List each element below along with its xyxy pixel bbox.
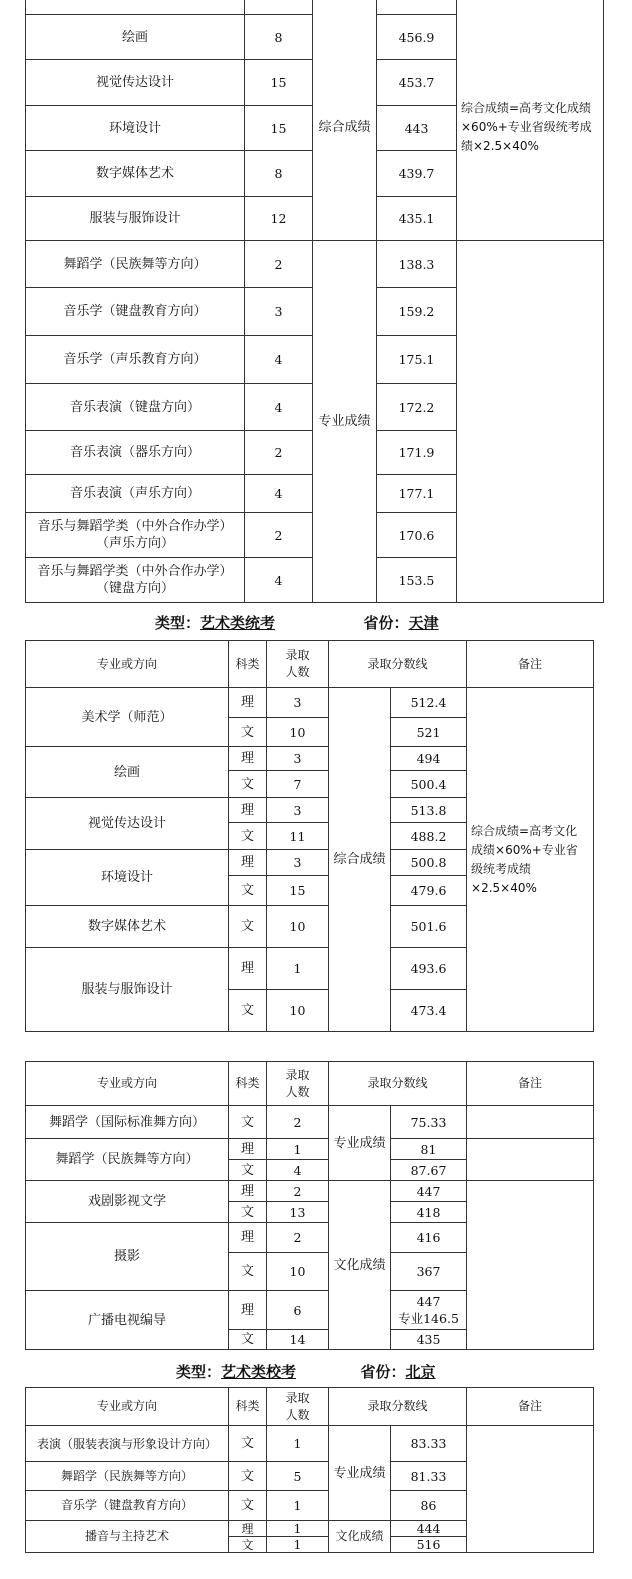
- major-cell: 绘画: [26, 15, 245, 60]
- subject-cell: 文: [229, 876, 267, 906]
- subject-cell: 文: [229, 1330, 267, 1350]
- count-cell: 8: [245, 15, 313, 60]
- province-label: 省份：: [360, 1363, 406, 1381]
- score-type-cell: 专业成绩: [329, 1426, 391, 1521]
- count-cell: 13: [267, 1202, 329, 1223]
- header-score: 录取分数线: [329, 1388, 467, 1426]
- subject-cell: 文: [229, 771, 267, 798]
- score-cell: 435: [391, 1330, 467, 1350]
- score-cell: 447: [391, 1181, 467, 1202]
- score-cell: 513.8: [391, 798, 467, 823]
- score-cell: 81.33: [391, 1462, 467, 1491]
- subject-cell: 文: [229, 1491, 267, 1521]
- subject-cell: 理: [229, 798, 267, 823]
- count-cell: 6: [267, 1291, 329, 1330]
- score-cell: 479.6: [391, 876, 467, 906]
- subject-cell: 理: [229, 1181, 267, 1202]
- header-count: 录取人数: [267, 1062, 329, 1106]
- score-cell: 443: [377, 106, 457, 151]
- score-type-cell: 综合成绩: [313, 15, 377, 241]
- score-cell: 439.7: [377, 151, 457, 197]
- major-cell: 戏剧影视文学: [26, 1181, 229, 1223]
- caption-beijing: [176, 1361, 436, 1382]
- major-cell: 摄影: [26, 1223, 229, 1291]
- count-cell: 15: [267, 876, 329, 906]
- header-major: 专业或方向: [26, 1388, 229, 1426]
- table-beijing: [25, 1387, 594, 1553]
- count-cell: 4: [245, 475, 313, 513]
- subject-cell: 文: [229, 1202, 267, 1223]
- score-cell: 521: [391, 718, 467, 747]
- score-cell: 177.1: [377, 475, 457, 513]
- score-type-cell: 文化成绩: [329, 1521, 391, 1553]
- score-cell: 453.7: [377, 60, 457, 106]
- count-cell: 5: [267, 1462, 329, 1491]
- header-subject: 科类: [229, 641, 267, 688]
- score-cell: 488.2: [391, 823, 467, 850]
- count-cell: 10: [267, 718, 329, 747]
- count-cell: 10: [267, 1253, 329, 1291]
- major-cell: 表演（服装表演与形象设计方向）: [26, 1426, 229, 1462]
- major-cell: 数字媒体艺术: [26, 151, 245, 197]
- count-cell: 2: [267, 1181, 329, 1202]
- subject-cell: 文: [229, 1462, 267, 1491]
- major-cell: 视觉传达设计: [26, 60, 245, 106]
- count-cell: 3: [267, 798, 329, 823]
- score-cell: 500.4: [391, 771, 467, 798]
- note-cell: 综合成绩=高考文化成绩×60%+专业省级统考成绩×2.5×40%: [467, 688, 594, 1032]
- count-cell: 3: [267, 747, 329, 771]
- subject-cell: 理: [229, 1223, 267, 1253]
- subject-cell: 文: [229, 1106, 267, 1139]
- major-cell: 播音与主持艺术: [26, 1521, 229, 1553]
- score-cell: 444: [391, 1521, 467, 1537]
- type-value: 艺术类校考: [221, 1363, 297, 1381]
- subject-cell: 理: [229, 1139, 267, 1160]
- subject-cell: 理: [229, 1291, 267, 1330]
- score-cell: 83.33: [391, 1426, 467, 1462]
- province-value: 北京: [405, 1363, 436, 1381]
- count-cell: 8: [245, 151, 313, 197]
- count-cell: 1: [267, 948, 329, 990]
- score-cell: 170.6: [377, 513, 457, 558]
- header-count: 录取人数: [267, 641, 329, 688]
- subject-cell: 文: [229, 1160, 267, 1181]
- count-cell: 1: [267, 1139, 329, 1160]
- score-cell: 516: [391, 1537, 467, 1553]
- major-cell: 舞蹈学（民族舞等方向）: [26, 1139, 229, 1181]
- score-cell: 153.5: [377, 558, 457, 603]
- count-cell: 1: [267, 1537, 329, 1553]
- subject-cell: 理: [229, 747, 267, 771]
- score-cell: 501.6: [391, 906, 467, 948]
- count-cell: 2: [267, 1106, 329, 1139]
- major-cell: 舞蹈学（民族舞等方向）: [26, 241, 245, 288]
- major-cell: 舞蹈学（民族舞等方向）: [26, 1462, 229, 1491]
- count-cell: 14: [267, 1330, 329, 1350]
- subject-cell: 文: [229, 823, 267, 850]
- subject-cell: 理: [229, 688, 267, 718]
- score-cell: 87.67: [391, 1160, 467, 1181]
- score-cell: 75.33: [391, 1106, 467, 1139]
- score-cell: 86: [391, 1491, 467, 1521]
- header-major: 专业或方向: [26, 641, 229, 688]
- major-cell: 美术学（师范）: [26, 688, 229, 747]
- province-label: 省份：: [363, 614, 409, 632]
- header-note: 备注: [467, 1062, 594, 1106]
- score-cell: 172.2: [377, 384, 457, 431]
- count-cell: 2: [245, 513, 313, 558]
- score-cell: 138.3: [377, 241, 457, 288]
- header-score: 录取分数线: [329, 1062, 467, 1106]
- table-tianjin-school-exam: [25, 1061, 594, 1350]
- score-cell: 493.6: [391, 948, 467, 990]
- subject-cell: 理: [229, 1521, 267, 1537]
- score-cell: 473.4: [391, 990, 467, 1032]
- subject-cell: 文: [229, 1426, 267, 1462]
- score-cell: 81: [391, 1139, 467, 1160]
- header-subject: 科类: [229, 1388, 267, 1426]
- score-value: 447: [416, 1294, 441, 1309]
- header-note: 备注: [467, 641, 594, 688]
- major-cell: 音乐表演（键盘方向）: [26, 384, 245, 431]
- count-cell: 7: [267, 771, 329, 798]
- count-cell: 4: [267, 1160, 329, 1181]
- major-cell: 音乐表演（器乐方向）: [26, 431, 245, 475]
- count-cell: 1: [267, 1491, 329, 1521]
- major-cell: 音乐表演（声乐方向）: [26, 475, 245, 513]
- count-cell: 3: [245, 288, 313, 336]
- header-note: 备注: [467, 1388, 594, 1426]
- score-type-cell: 专业成绩: [329, 1106, 391, 1181]
- major-cell: 舞蹈学（国际标准舞方向）: [26, 1106, 229, 1139]
- score-cell: 159.2: [377, 288, 457, 336]
- major-cell: 视觉传达设计: [26, 798, 229, 850]
- subject-cell: 文: [229, 990, 267, 1032]
- major-cell: 环境设计: [26, 850, 229, 906]
- subject-cell: 文: [229, 718, 267, 747]
- score-cell: 512.4: [391, 688, 467, 718]
- count-cell: 10: [267, 990, 329, 1032]
- count-cell: 3: [267, 850, 329, 876]
- count-cell: 12: [245, 197, 313, 241]
- count-cell: 4: [245, 384, 313, 431]
- major-cell: 音乐与舞蹈学类（中外合作办学）（键盘方向）: [26, 558, 245, 603]
- table-admissions-continued: [25, 0, 604, 603]
- score-cell: 418: [391, 1202, 467, 1223]
- type-label: 类型：: [176, 1363, 222, 1381]
- header-score: 录取分数线: [329, 641, 467, 688]
- type-value: 艺术类统考: [200, 614, 276, 632]
- major-cell: 服装与服饰设计: [26, 948, 229, 1032]
- score-cell: 367: [391, 1253, 467, 1291]
- score-type-cell: 文化成绩: [329, 1181, 391, 1350]
- subject-cell: 文: [229, 1253, 267, 1291]
- score-cell: 171.9: [377, 431, 457, 475]
- score-cell: 494: [391, 747, 467, 771]
- score-cell: 500.8: [391, 850, 467, 876]
- count-cell: 2: [245, 431, 313, 475]
- subject-cell: 理: [229, 948, 267, 990]
- count-cell: 10: [267, 906, 329, 948]
- major-cell: 环境设计: [26, 106, 245, 151]
- caption-tianjin: [155, 612, 439, 633]
- count-cell: 11: [267, 823, 329, 850]
- count-cell: 1: [267, 1426, 329, 1462]
- count-cell: 2: [245, 241, 313, 288]
- major-cell: 数字媒体艺术: [26, 906, 229, 948]
- type-label: 类型：: [155, 614, 201, 632]
- major-cell: 音乐学（声乐教育方向）: [26, 336, 245, 384]
- major-cell: 广播电视编导: [26, 1291, 229, 1350]
- count-cell: 3: [267, 688, 329, 718]
- header-major: 专业或方向: [26, 1062, 229, 1106]
- major-cell: 音乐学（键盘教育方向）: [26, 288, 245, 336]
- header-count: 录取人数: [267, 1388, 329, 1426]
- score-type-cell: 综合成绩: [329, 688, 391, 1032]
- score-cell: [391, 1291, 467, 1330]
- major-cell: 音乐学（键盘教育方向）: [26, 1491, 229, 1521]
- score-pro-value: 专业146.5: [398, 1311, 459, 1326]
- score-cell: 456.9: [377, 15, 457, 60]
- count-cell: 2: [267, 1223, 329, 1253]
- subject-cell: 文: [229, 906, 267, 948]
- major-cell: 音乐与舞蹈学类（中外合作办学）（声乐方向）: [26, 513, 245, 558]
- score-type-cell: 专业成绩: [313, 241, 377, 603]
- major-cell: 绘画: [26, 747, 229, 798]
- subject-cell: 文: [229, 1537, 267, 1553]
- province-value: 天津: [408, 614, 439, 632]
- score-cell: 416: [391, 1223, 467, 1253]
- subject-cell: 理: [229, 850, 267, 876]
- note-cell: 综合成绩=高考文化成绩×60%+专业省级统考成绩×2.5×40%: [457, 15, 604, 241]
- count-cell: 4: [245, 558, 313, 603]
- table-tianjin: [25, 640, 594, 1032]
- header-subject: 科类: [229, 1062, 267, 1106]
- score-cell: 435.1: [377, 197, 457, 241]
- count-cell: 15: [245, 106, 313, 151]
- count-cell: 15: [245, 60, 313, 106]
- major-cell: 服装与服饰设计: [26, 197, 245, 241]
- count-cell: 1: [267, 1521, 329, 1537]
- score-cell: 175.1: [377, 336, 457, 384]
- count-cell: 4: [245, 336, 313, 384]
